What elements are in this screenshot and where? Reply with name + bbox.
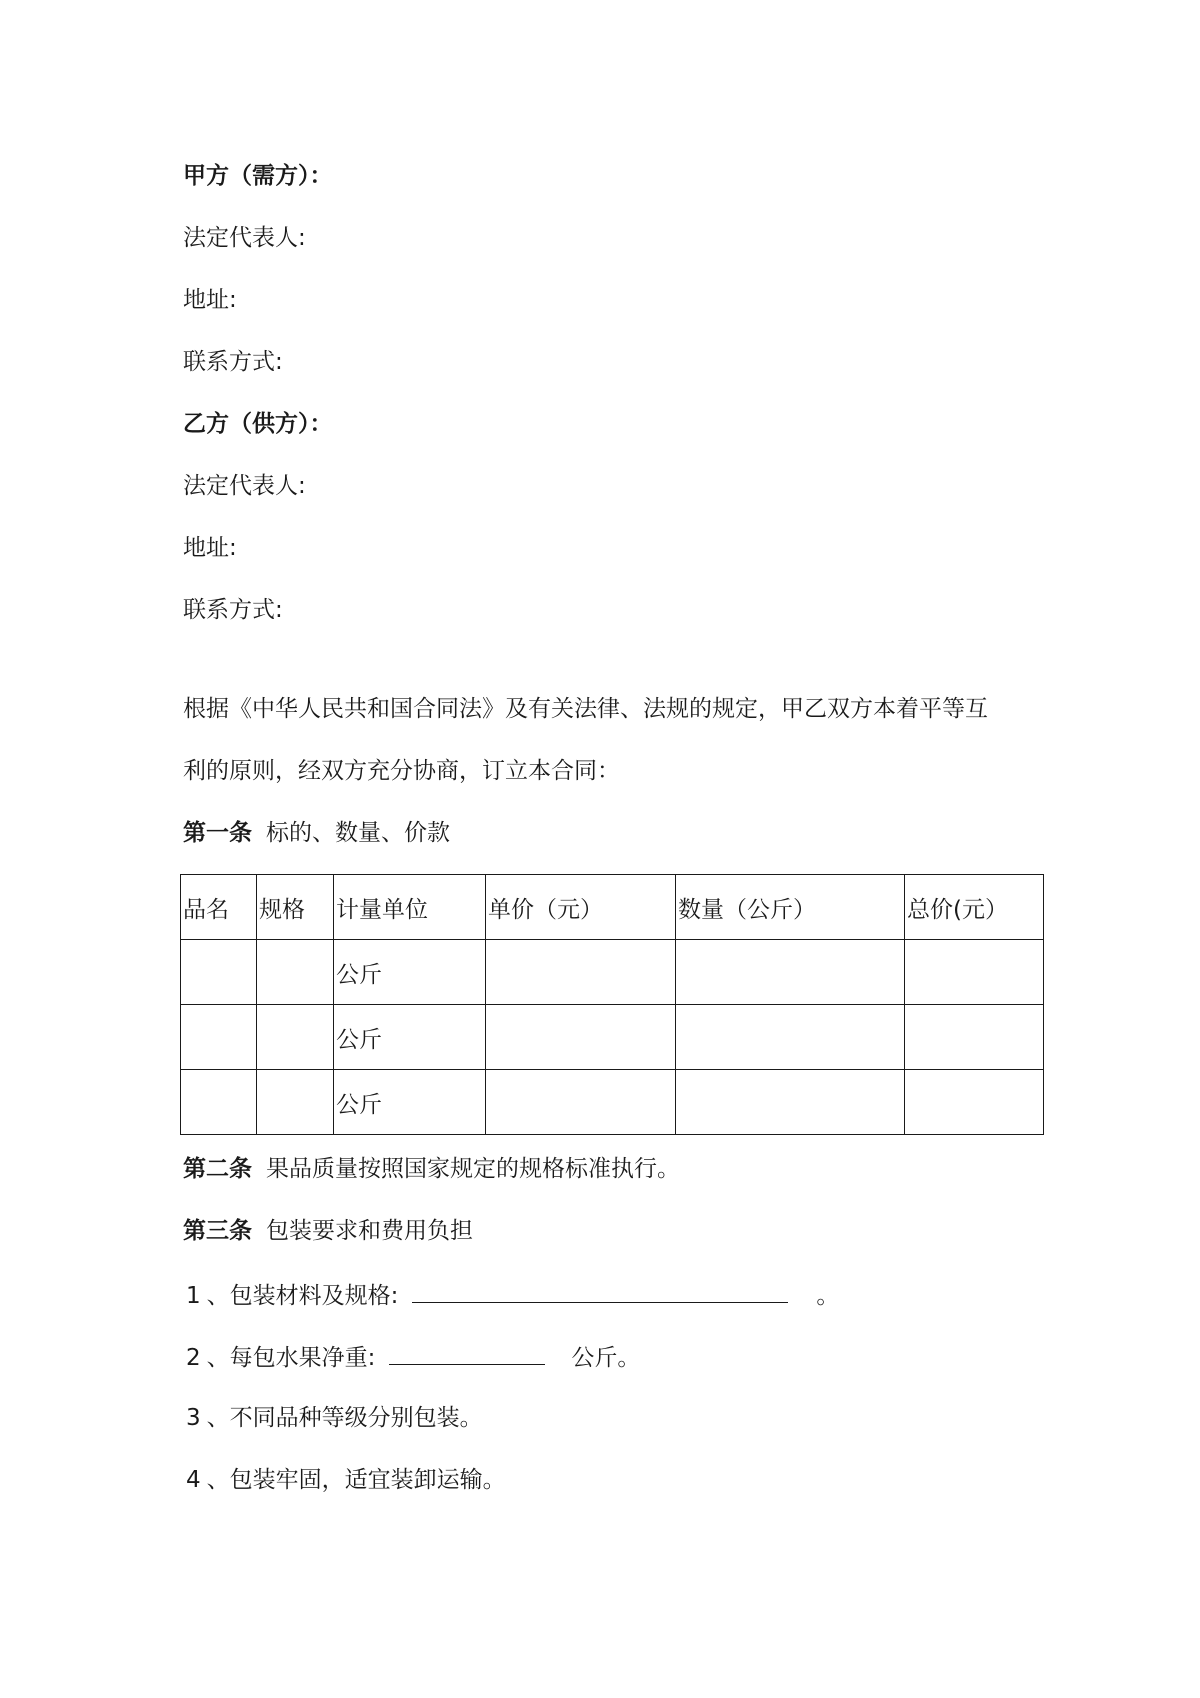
table-cell[interactable] (181, 1070, 257, 1135)
article-3-heading (183, 1215, 473, 1247)
table-cell[interactable]: 公斤 (334, 1005, 486, 1070)
table-cell[interactable] (676, 1070, 905, 1135)
header-cell-total: 总价(元） (905, 875, 1044, 940)
header-cell-quantity: 数量（公斤） (676, 875, 905, 940)
item-number: 3 (186, 1405, 201, 1431)
header-cell-name: 品名 (181, 875, 257, 940)
article-3-item-3 (186, 1402, 483, 1434)
party-b-contact-label: 联系方式: (183, 597, 283, 623)
item-suffix: 公斤。 (571, 1345, 641, 1371)
table-cell[interactable] (486, 1005, 676, 1070)
article-3-text: 包装要求和费用负担 (266, 1218, 473, 1244)
table-cell[interactable] (257, 940, 334, 1005)
party-b-title: 乙方（供方）： (183, 411, 333, 437)
item-text: 、每包水果净重: (206, 1345, 376, 1371)
preamble-line-2: 利的原则，经双方充分协商，订立本合同： (183, 758, 620, 784)
item-number: 4 (186, 1467, 201, 1493)
item-text: 、不同品种等级分别包装。 (206, 1405, 483, 1431)
article-3-title: 第三条 (183, 1218, 252, 1244)
header-cell-unit: 计量单位 (334, 875, 486, 940)
table-header-row (181, 875, 1044, 940)
table-cell[interactable] (905, 940, 1044, 1005)
table-cell[interactable] (676, 940, 905, 1005)
article-2-title: 第二条 (183, 1156, 252, 1182)
party-a-contact-label: 联系方式: (183, 349, 283, 375)
table-cell[interactable] (905, 1070, 1044, 1135)
article-1-title: 第一条 (183, 820, 252, 846)
table-row (181, 940, 1044, 1005)
header-cell-spec: 规格 (257, 875, 334, 940)
item-number: 1 (186, 1283, 201, 1309)
party-a-title: 甲方（需方）： (183, 163, 333, 189)
table-cell[interactable]: 公斤 (334, 1070, 486, 1135)
preamble-line-1: 根据《中华人民共和国合同法》及有关法律、法规的规定，甲乙双方本着平等互 (183, 696, 988, 722)
article-1-heading (183, 817, 450, 849)
table-row (181, 1070, 1044, 1135)
party-a-rep-label: 法定代表人: (183, 225, 306, 251)
article-3-item-2 (186, 1340, 640, 1374)
article-2-text: 果品质量按照国家规定的规格标准执行。 (266, 1156, 680, 1182)
packaging-spec-blank[interactable] (412, 1278, 788, 1303)
item-number: 2 (186, 1345, 201, 1371)
net-weight-blank[interactable] (389, 1340, 545, 1365)
table-cell[interactable] (257, 1070, 334, 1135)
party-a-address-label: 地址: (183, 287, 237, 313)
article-1-text: 标的、数量、价款 (266, 820, 450, 846)
table-cell[interactable] (181, 1005, 257, 1070)
table-cell[interactable] (181, 940, 257, 1005)
item-text: 、包装材料及规格: (206, 1283, 399, 1309)
table-cell[interactable] (257, 1005, 334, 1070)
table-cell[interactable] (486, 1070, 676, 1135)
article-3-item-1 (186, 1278, 839, 1312)
table-cell[interactable] (676, 1005, 905, 1070)
party-b-address-label: 地址: (183, 535, 237, 561)
goods-table (180, 874, 1044, 1135)
table-cell[interactable] (486, 940, 676, 1005)
item-suffix: 。 (816, 1283, 840, 1309)
article-3-item-4 (186, 1464, 506, 1496)
table-row (181, 1005, 1044, 1070)
table-cell[interactable] (905, 1005, 1044, 1070)
article-2-heading (183, 1153, 680, 1185)
table-cell[interactable]: 公斤 (334, 940, 486, 1005)
header-cell-unit-price: 单价（元） (486, 875, 676, 940)
party-b-rep-label: 法定代表人: (183, 473, 306, 499)
item-text: 、包装牢固，适宜装卸运输。 (206, 1467, 506, 1493)
